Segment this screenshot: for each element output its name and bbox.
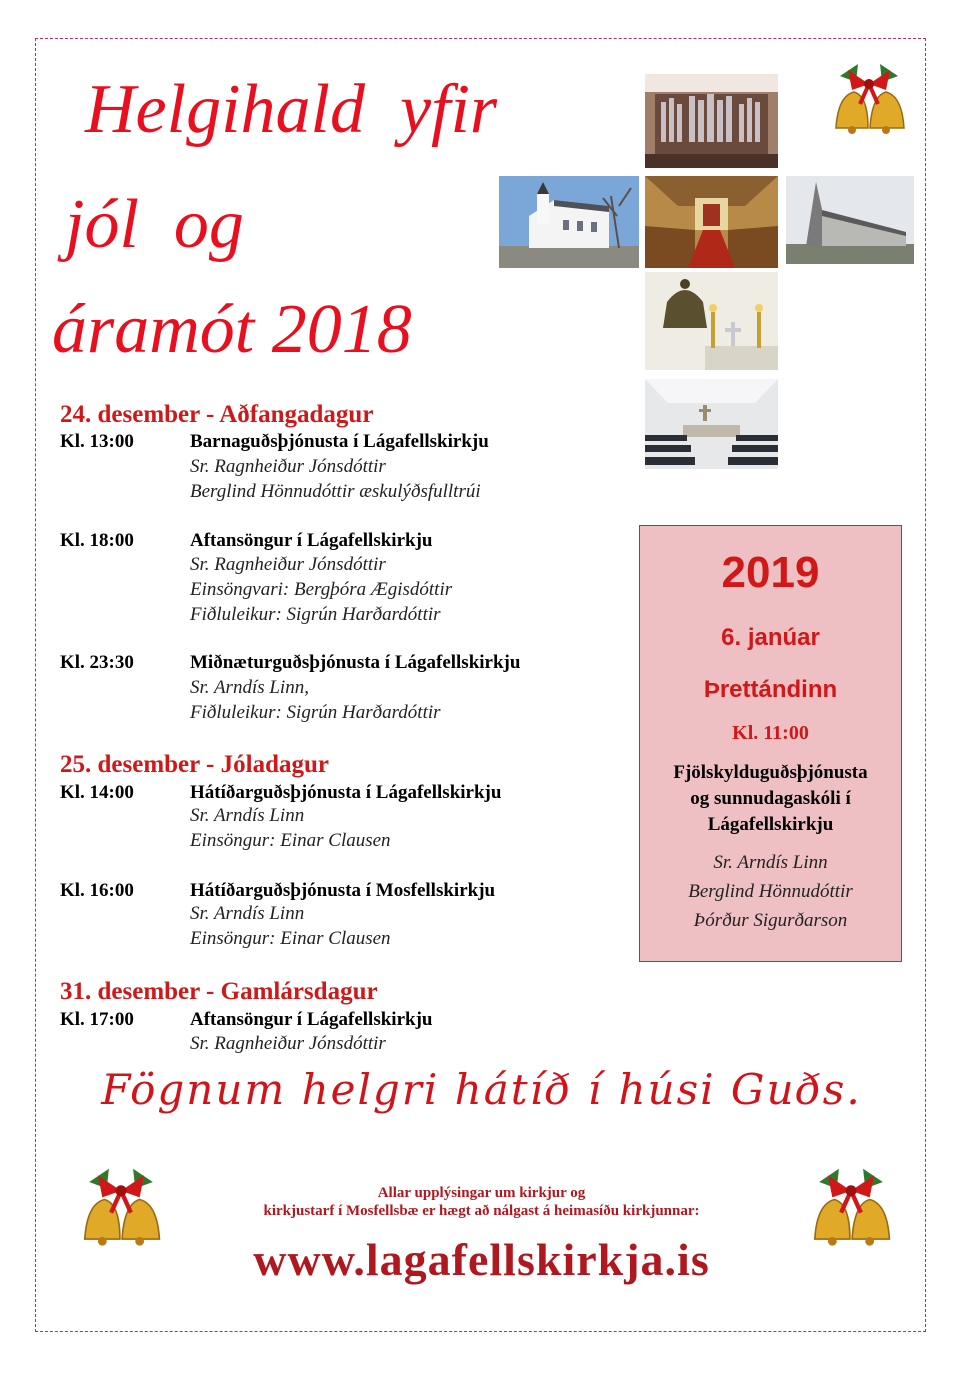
event-title: Barnaguðsþjónusta í Lágafellskirkju: [190, 431, 489, 452]
event-title: Miðnæturguðsþjónusta í Lágafellskirkju: [190, 652, 521, 673]
event-person: Fiðluleikur: Sigrún Harðardóttir: [190, 604, 441, 625]
box-event-line: og sunnudagaskóli í: [690, 788, 851, 809]
christmas-bells-icon: [828, 56, 910, 138]
box-date: 6. janúar: [721, 624, 820, 651]
event-person: Sr. Ragnheiður Jónsdóttir: [190, 1033, 386, 1054]
event-time: Kl. 14:00: [60, 782, 134, 803]
event-person: Sr. Ragnheiður Jónsdóttir: [190, 456, 386, 477]
event-time: Kl. 18:00: [60, 530, 134, 551]
info-line: Allar upplýsingar um kirkjur og: [377, 1185, 586, 1201]
box-event-line: Lágafellskirkju: [707, 814, 834, 835]
event-person: Sr. Arndís Linn: [190, 805, 305, 826]
photo-modern-church: [786, 176, 914, 264]
website-link[interactable]: www.lagafellskirkja.is: [253, 1234, 710, 1285]
title-line-3: áramót 2018: [52, 291, 412, 368]
event-title: Aftansöngur í Lágafellskirkju: [190, 530, 433, 551]
event-person: Sr. Arndís Linn,: [190, 677, 309, 698]
box-time: Kl. 11:00: [732, 722, 809, 744]
event-person: Fiðluleikur: Sigrún Harðardóttir: [190, 702, 441, 723]
event-title: Aftansöngur í Lágafellskirkju: [190, 1009, 433, 1030]
day-heading: 25. desember - Jóladagur: [60, 751, 329, 778]
event-time: Kl. 16:00: [60, 880, 134, 901]
title-line-1: Helgihald yfir: [85, 71, 498, 148]
event-time: Kl. 23:30: [60, 652, 134, 673]
epiphany-box: [639, 525, 902, 962]
event-person: Einsöngur: Einar Clausen: [190, 830, 391, 851]
photo-bell-altar: [645, 272, 778, 370]
info-line: kirkjustarf í Mosfellsbæ er hægt að nálgast á heimasíðu kirkjunnar:: [263, 1203, 700, 1219]
motto: Fögnum helgri hátíð í húsi Guðs.: [101, 1065, 862, 1114]
box-event-line: Fjölskylduguðsþjónusta: [673, 762, 868, 783]
event-person: Einsöngur: Einar Clausen: [190, 928, 391, 949]
event-title: Hátíðarguðsþjónusta í Mosfellskirkju: [190, 880, 496, 901]
day-heading: 24. desember - Aðfangadagur: [60, 401, 374, 428]
photo-church-exterior: [499, 176, 639, 268]
event-time: Kl. 17:00: [60, 1009, 134, 1030]
photo-church-interior: [645, 176, 778, 268]
box-feast: Þrettándinn: [703, 676, 838, 703]
event-title: Hátíðarguðsþjónusta í Lágafellskirkju: [190, 782, 502, 803]
day-heading: 31. desember - Gamlársdagur: [60, 978, 378, 1005]
event-person: Sr. Arndís Linn: [190, 903, 305, 924]
box-year: 2019: [721, 548, 820, 597]
box-person: Berglind Hönnudóttir: [688, 881, 853, 902]
box-person: Þórður Sigurðarson: [693, 910, 848, 931]
title-line-2: jól og: [65, 186, 244, 263]
photo-organ: [645, 74, 778, 168]
event-person: Berglind Hönnudóttir æskulýðsfulltrúi: [190, 481, 481, 502]
event-time: Kl. 13:00: [60, 431, 134, 452]
photo-modern-interior: [645, 379, 778, 469]
event-person: Einsöngvari: Bergþóra Ægisdóttir: [190, 579, 453, 600]
box-person: Sr. Arndís Linn: [713, 852, 828, 873]
event-person: Sr. Ragnheiður Jónsdóttir: [190, 554, 386, 575]
